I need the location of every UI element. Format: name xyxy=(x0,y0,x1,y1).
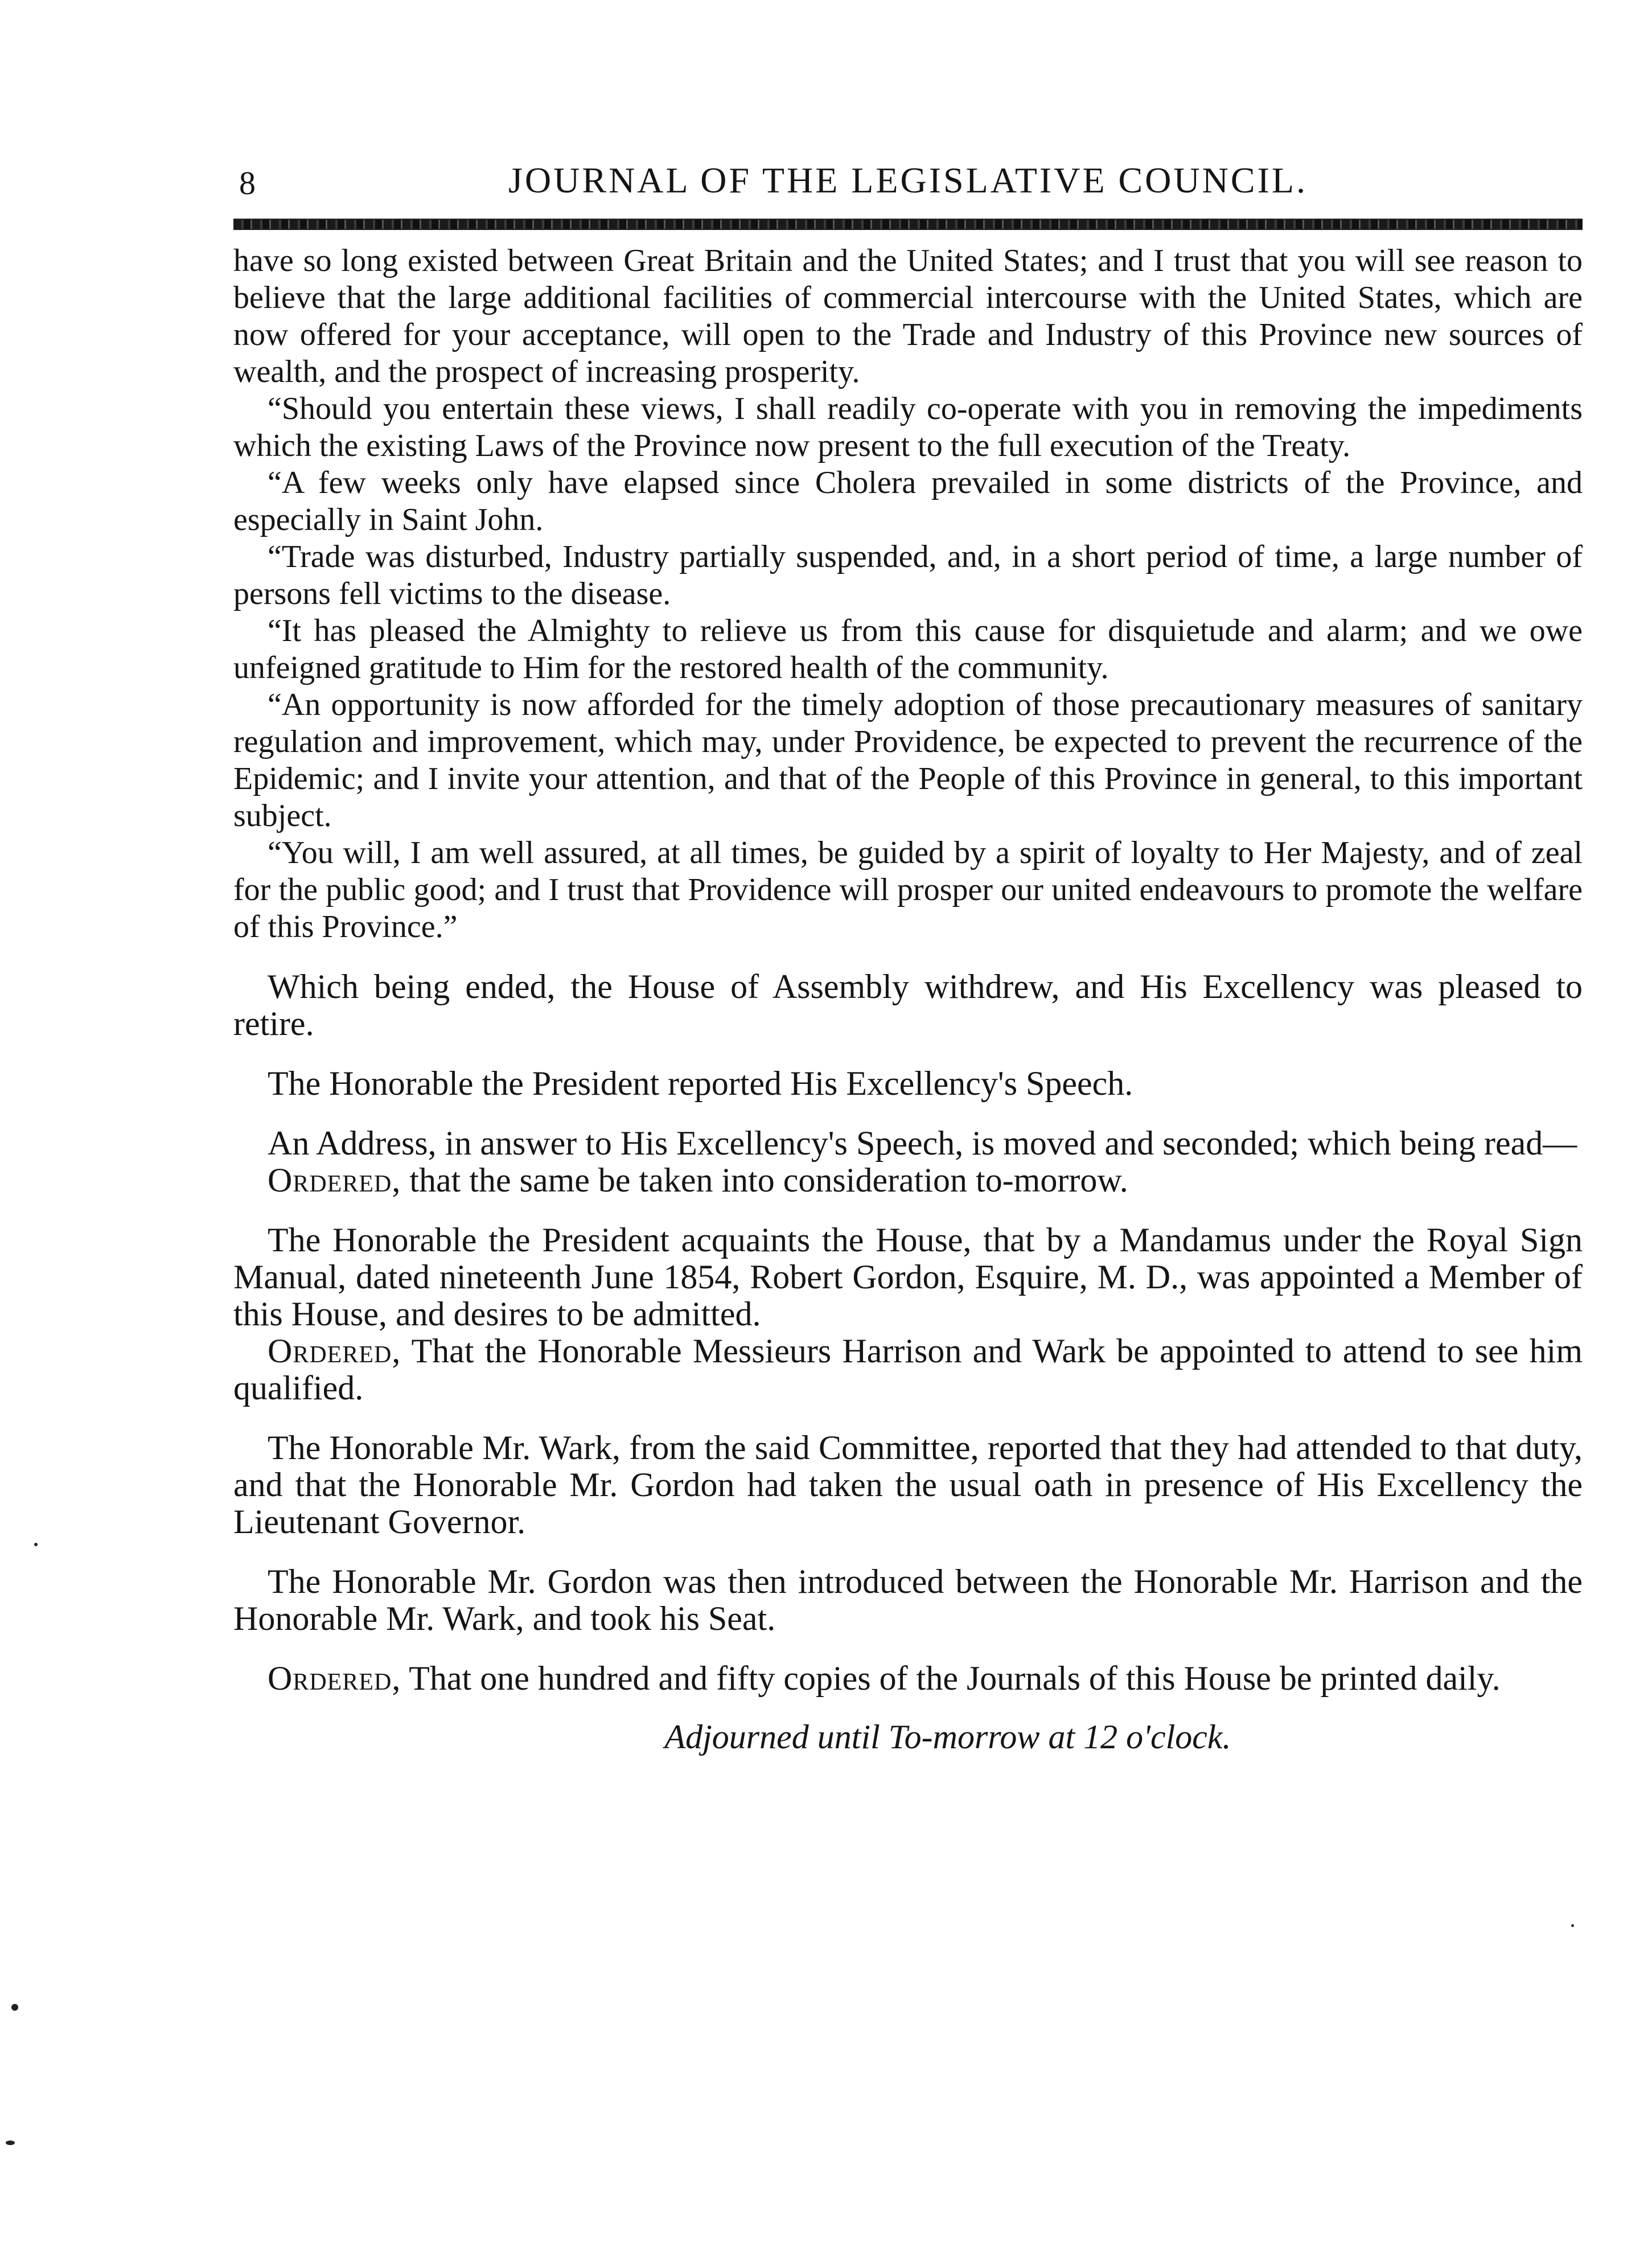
speech-paragraph: “Trade was disturbed, Industry partially suspended, and, in a short period of time, a large number of persons fell victims to the disease. xyxy=(233,539,1583,611)
ordered-text: that the same be taken into consideration to-morrow. xyxy=(401,1161,1128,1199)
proceedings xyxy=(233,968,1583,1756)
journal-page xyxy=(233,154,1583,1756)
running-title: JOURNAL OF THE LEGISLATIVE COUNCIL. xyxy=(508,160,1308,200)
page-header xyxy=(233,154,1583,216)
ordered-label: Ordered, xyxy=(268,1161,401,1199)
speech-text xyxy=(233,243,1583,946)
scan-speck xyxy=(1571,1924,1574,1927)
scan-speck xyxy=(6,2141,15,2145)
adjournment-line: Adjourned until To-morrow at 12 o'clock. xyxy=(664,1718,1231,1756)
proceeding-block xyxy=(233,1429,1583,1540)
ordered-label: Ordered, xyxy=(268,1659,401,1697)
ordered-paragraph xyxy=(233,1660,1583,1697)
proceeding-block xyxy=(233,1125,1583,1199)
speech-paragraph: “It has pleased the Almighty to relieve us from this cause for disquietude and alarm; and we owe unfeigned gratitude to Him for the restored health of the community. xyxy=(233,613,1583,685)
speech-paragraph: “You will, I am well assured, at all times, be guided by a spirit of loyalty to Her Majesty, and of zeal for the public good; and I trust that Providence will prosper our united endeavours to promote the welfare of this Province.” xyxy=(233,835,1583,944)
proceeding-paragraph: The Honorable the President reported His Excellency's Speech. xyxy=(268,1065,1133,1102)
ordered-label: Ordered, xyxy=(268,1332,401,1370)
proceeding-paragraph: An Address, in answer to His Excellency's Speech, is moved and seconded; which being read— xyxy=(268,1124,1577,1162)
proceeding-block xyxy=(233,1065,1583,1102)
proceeding-paragraph: The Honorable the President acquaints the House, that by a Mandamus under the Royal Sign Manual, dated nineteenth June 1854, Robert Gordon, Esquire, M. D., was appointed a Member of this House, and desires to be admitted. xyxy=(233,1221,1583,1333)
proceeding-paragraph: The Honorable Mr. Gordon was then introduced between the Honorable Mr. Harrison and the Honorable Mr. Wark, and took his Seat. xyxy=(233,1563,1583,1637)
header-rule xyxy=(233,219,1583,230)
proceeding-paragraph: Which being ended, the House of Assembly withdrew, and His Excellency was pleased to retire. xyxy=(233,968,1583,1042)
ordered-text: That one hundred and fifty copies of the Journals of this House be printed daily. xyxy=(401,1659,1501,1697)
scan-speck xyxy=(11,2004,18,2011)
ordered-paragraph xyxy=(233,1162,1583,1199)
speech-paragraph: “A few weeks only have elapsed since Cholera prevailed in some districts of the Province, and especially in Saint John. xyxy=(233,465,1583,537)
scan-speck xyxy=(34,1543,38,1546)
proceeding-block xyxy=(233,1222,1583,1407)
proceeding-block xyxy=(233,1563,1583,1637)
proceeding-paragraph: The Honorable Mr. Wark, from the said Committee, reported that they had attended to that duty, and that the Honorable Mr. Gordon had taken the usual oath in presence of His Excellency the Lieutenant Governor. xyxy=(233,1429,1583,1540)
proceeding-block xyxy=(233,1660,1583,1697)
proceeding-block xyxy=(233,968,1583,1042)
ordered-paragraph xyxy=(233,1333,1583,1407)
ordered-text: That the Honorable Messieurs Harrison and Wark be appointed to attend to see him qualified. xyxy=(233,1332,1583,1407)
speech-paragraph: “An opportunity is now afforded for the timely adoption of those precautionary measures of sanitary regulation and improvement, which may, under Providence, be expected to prevent the recurrence of the Epidemic; and I invite your attention, and that of the People of this Province in general, to this important subject. xyxy=(233,687,1583,833)
page-number: 8 xyxy=(239,165,256,202)
speech-paragraph: have so long existed between Great Britain and the United States; and I trust that you will see reason to believe that the large additional facilities of commercial intercourse with the United States, which are now offered for your acceptance, will open to the Trade and Industry of this Province new sources of wealth, and the prospect of increasing prosperity. xyxy=(233,243,1583,389)
speech-paragraph: “Should you entertain these views, I shall readily co-operate with you in removing the impediments which the existing Laws of the Province now present to the full execution of the Treaty. xyxy=(233,391,1583,463)
